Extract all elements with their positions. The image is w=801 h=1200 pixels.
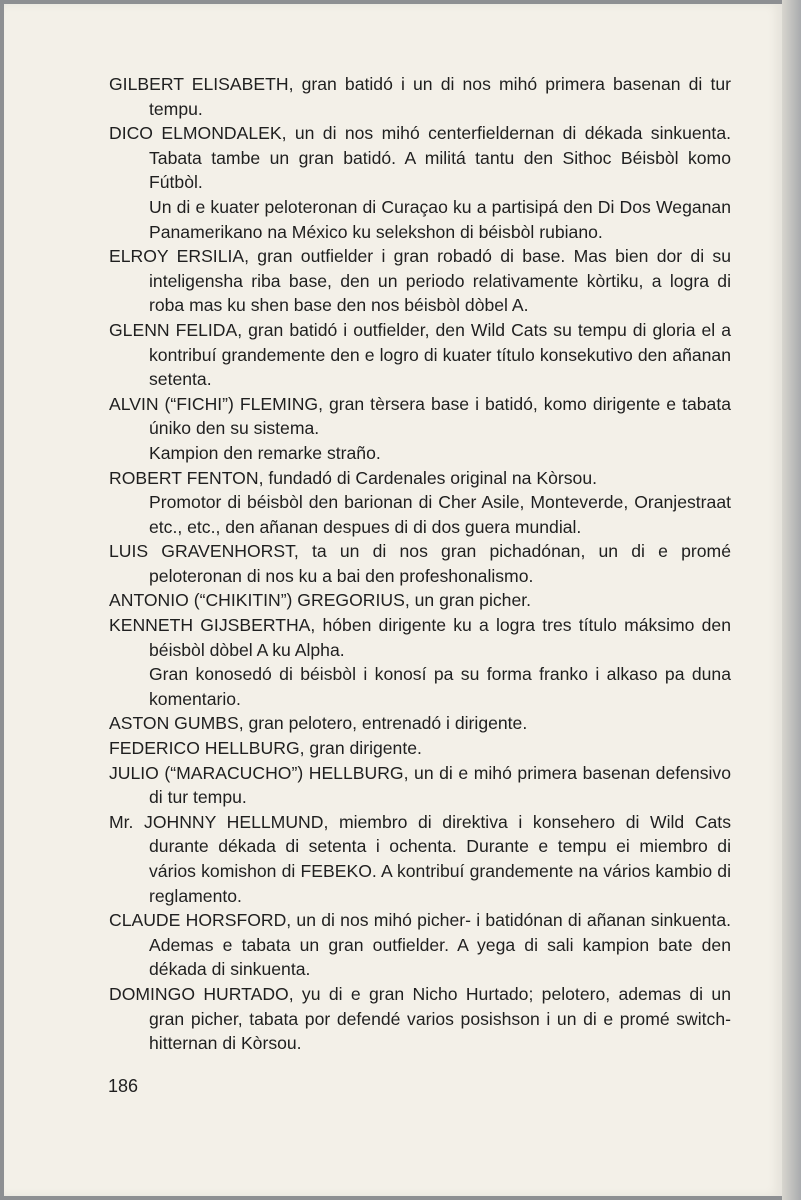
entry [109,244,731,318]
page-body [109,72,731,1056]
entry-heading-paragraph: CLAUDE HORSFORD, un di nos mihó picher- i batidónan di añanan sinkuenta. Ademas e tabata un gran outfielder. A yega di sali kampion bate den dékada di sinkuenta. [109,910,731,980]
entry-continuation-paragraph: Kampion den remarke straño. [149,442,381,463]
page-number: 186 [108,1076,139,1096]
entry [109,392,731,466]
entry-continuation-paragraph: Promotor di béisbòl den barionan di Cher Asile, Monteverde, Oranjestraat etc., etc., den añanan despues di di dos guera mundial. [149,492,731,537]
entry-heading-paragraph: LUIS GRAVENHORST, ta un di nos gran pichadónan, un di e promé peloteronan di nos ku a bai den profeshonalismo. [109,541,731,586]
entry [109,588,731,613]
entry [109,810,731,908]
entry [109,982,731,1056]
entry-heading-paragraph: ELROY ERSILIA, gran outfielder i gran robadó di base. Mas bien dor di su inteligensha riba base, den un periodo relativamente kòrtiku, a logra di roba mas ku shen base den nos béisbòl dòbel A. [109,246,731,316]
entry-heading-paragraph: FEDERICO HELLBURG, gran dirigente. [109,738,422,759]
entry-continuation-paragraph: Un di e kuater peloteronan di Curaçao ku a partisipá den Di Dos Weganan Panamerikano na México ku selekshon di béisbòl rubiano. [149,196,731,242]
entry [109,72,731,121]
entry-heading-paragraph: ROBERT FENTON, fundadó di Cardenales original na Kòrsou. [109,467,597,488]
entry [109,539,731,588]
entry-heading-paragraph: GLENN FELIDA, gran batidó i outfielder, den Wild Cats su tempu di gloria el a kontribuí grandemente den e logro di kuater título konsekutivo den añanan setenta. [109,319,731,390]
entry-heading-paragraph: GILBERT ELISABETH, gran batidó i un di nos mihó primera basenan di tur tempu. [109,74,731,119]
entry-heading-paragraph: Mr. JOHNNY HELLMUND, miembro di direktiva i konsehero di Wild Cats durante dékada di setenta i ochenta. Durante e tempu ei miembro di vários komishon di FEBEKO. A kontribuí grandemente na vários kambio di reglamento. [109,811,731,906]
entry-heading-paragraph: DOMINGO HURTADO, yu di e gran Nicho Hurtado; pelotero, ademas di un gran picher, tabata por defendé varios posishson i un di e promé switch-hitternan di Kòrsou. [109,983,731,1054]
entry-heading-paragraph: ASTON GUMBS, gran pelotero, entrenadó i dirigente. [109,713,528,734]
entry-continuation-paragraph: Gran konosedó di béisbòl i konosí pa su forma franko i alkaso pa duna komentario. [149,664,731,709]
entry [109,466,731,540]
entry-heading-paragraph: ANTONIO (“CHIKITIN”) GREGORIUS, un gran picher. [109,590,532,611]
entry [109,736,731,761]
entry-heading-paragraph: ALVIN (“FICHI”) FLEMING, gran tèrsera base i batidó, komo dirigente e tabata úniko den su sistema. [109,393,731,439]
entry [109,908,731,982]
entry [109,121,731,244]
entry-heading-paragraph: DICO ELMONDALEK, un di nos mihó centerfieldernan di dékada sinkuenta. Tabata tambe un gran batidó. A militá tantu den Sithoc Béisbòl komo Fútbòl. [109,123,731,193]
entry [109,318,731,392]
entry [109,613,731,711]
entry-heading-paragraph: KENNETH GIJSBERTHA, hóben dirigente ku a logra tres título máksimo den béisbòl dòbel A ku Alpha. [109,615,731,660]
book-page [4,4,782,1196]
book-edge [782,0,801,1200]
entry [109,761,731,810]
entry-heading-paragraph: JULIO (“MARACUCHO”) HELLBURG, un di e mihó primera basenan defensivo di tur tempu. [109,762,731,808]
entry [109,711,731,736]
